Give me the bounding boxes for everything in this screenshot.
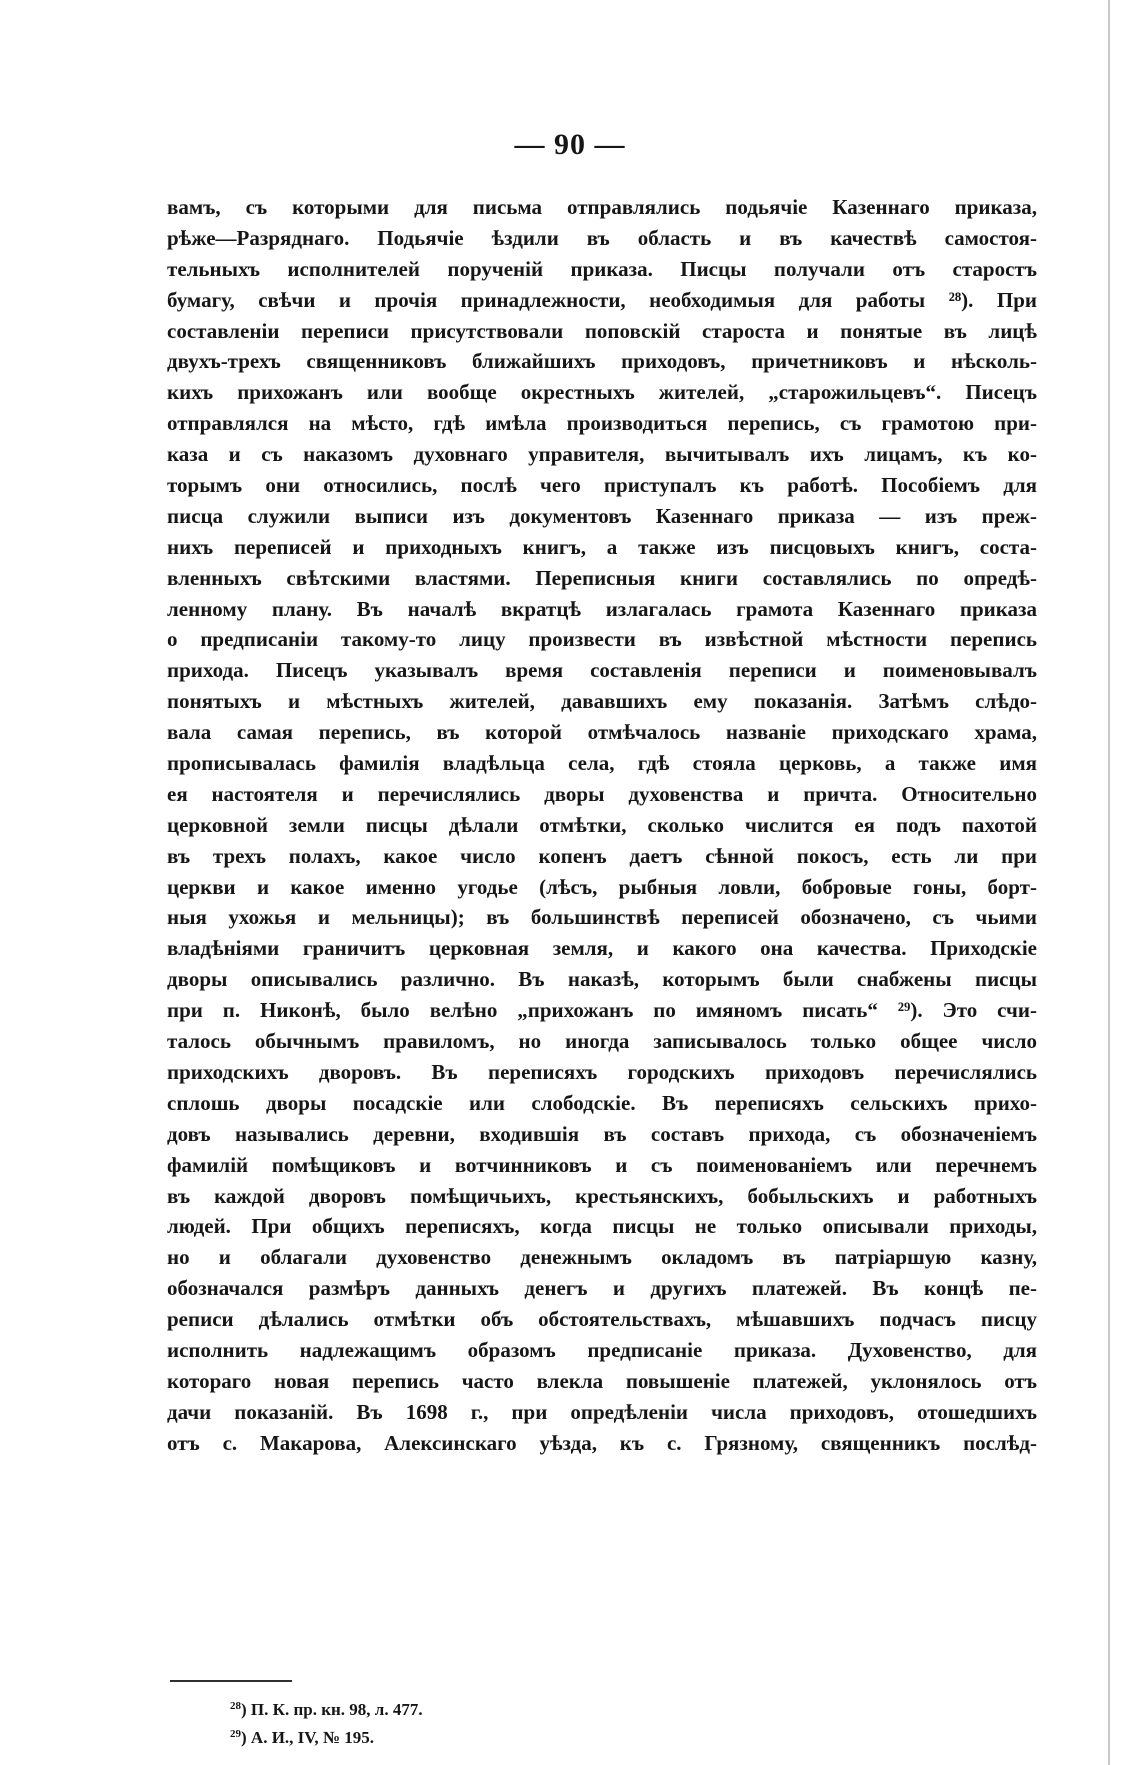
- text-line: каза и съ наказомъ духовнаго управителя, вычитывалъ ихъ лицамъ, къ ко-: [167, 442, 1037, 467]
- text-line: прописывалась фамилія владѣльца села, гдѣ стояла церковь, а также имя: [167, 751, 1037, 776]
- text-line: при п. Никонѣ, было велѣно „прихожанъ по имяномъ писать“ ²⁹). Это счи-: [167, 998, 1037, 1023]
- text-line: дворы описывались различно. Въ наказѣ, которымъ были снабжены писцы: [167, 967, 1037, 992]
- text-line: довъ назывались деревни, входившія въ составъ прихода, съ обозначеніемъ: [167, 1121, 1037, 1146]
- text-line: талось обычнымъ правиломъ, но иногда записывалось только общее число: [167, 1029, 1037, 1054]
- body-text: [167, 192, 1037, 1459]
- text-line: вамъ, съ которыми для письма отправлялись подьячіе Казеннаго приказа,: [167, 195, 1037, 219]
- text-line: исполнить надлежащимъ образомъ предписаніе приказа. Духовенство, для: [167, 1337, 1037, 1362]
- page-edge-line: [1108, 0, 1110, 1765]
- footnote-text: П. К. пр. кн. 98, л. 477.: [250, 1700, 423, 1719]
- text-line: кихъ прихожанъ или вообще окрестныхъ жителей, „старожильцевъ“. Писецъ: [167, 380, 1037, 405]
- page-number: — 90 —: [514, 128, 626, 161]
- footnote-mark-paren: ): [241, 1728, 251, 1747]
- text-line: отправлялся на мѣсто, гдѣ имѣла производиться перепись, съ грамотою при-: [167, 411, 1037, 436]
- text-line: котораго новая перепись часто влекла повышеніе платежей, уклонялось отъ: [167, 1368, 1037, 1393]
- footnote-divider: [170, 1680, 292, 1682]
- text-line: но и облагали духовенство денежнымъ окладомъ въ патріаршую казну,: [167, 1245, 1037, 1270]
- text-line: фамилій помѣщиковъ и вотчинниковъ и съ поименованіемъ или перечнемъ: [167, 1152, 1037, 1177]
- text-line: прихода. Писецъ указывалъ время составленія переписи и поименовывалъ: [167, 658, 1037, 683]
- text-line: дачи показаній. Въ 1698 г., при опредѣленіи числа приходовъ, отошедшихъ: [167, 1399, 1037, 1424]
- text-line: въ трехъ полахъ, какое число копенъ даетъ сѣнной покосъ, есть ли при: [167, 843, 1037, 868]
- text-line: писца служили выписи изъ документовъ Казеннаго приказа — изъ преж-: [167, 503, 1037, 528]
- text-line: обозначался размѣръ данныхъ денегъ и другихъ платежей. Въ концѣ пе-: [167, 1276, 1037, 1301]
- text-line: людей. При общихъ переписяхъ, когда писцы не только описывали приходы,: [167, 1214, 1037, 1239]
- text-line: вленныхъ свѣтскими властями. Переписныя книги составлялись по опредѣ-: [167, 565, 1037, 590]
- text-line: въ каждой дворовъ помѣщичьихъ, крестьянскихъ, бобыльскихъ и работныхъ: [167, 1183, 1037, 1208]
- footnote: [230, 1692, 830, 1720]
- footnotes: [230, 1692, 830, 1748]
- text-line: ныя ухожья и мельницы); въ большинствѣ переписей обозначено, съ чьими: [167, 905, 1037, 930]
- text-line: отъ с. Макарова, Алексинскаго уѣзда, къ с. Грязному, священникъ послѣд-: [167, 1430, 1037, 1455]
- text-line: рѣже—Разряднаго. Подьячіе ѣздили въ область и въ качествѣ самостоя-: [167, 225, 1037, 250]
- text-line: составленіи переписи присутствовали поповскій староста и понятые въ лицѣ: [167, 318, 1037, 343]
- footnote-mark: 28: [230, 1700, 241, 1712]
- text-line: понятыхъ и мѣстныхъ жителей, дававшихъ ему показанія. Затѣмъ слѣдо-: [167, 689, 1037, 714]
- text-line: сплошь дворы посадскіе или слободскіе. Въ переписяхъ сельскихъ прихо-: [167, 1090, 1037, 1115]
- footnote-mark-paren: ): [241, 1700, 251, 1719]
- text-line: ея настоятеля и перечислялись дворы духовенства и причта. Относительно: [167, 781, 1037, 806]
- text-line: церкви и какое именно угодье (лѣсъ, рыбныя ловли, бобровые гоны, борт-: [167, 874, 1037, 899]
- text-line: церковной земли писцы дѣлали отмѣтки, сколько числится ея подъ пахотой: [167, 812, 1037, 837]
- text-line: о предписаніи такому-то лицу произвести въ извѣстной мѣстности перепись: [167, 627, 1037, 652]
- text-line: реписи дѣлались отмѣтки объ обстоятельствахъ, мѣшавшихъ подчасъ писцу: [167, 1307, 1037, 1332]
- text-line: бумагу, свѣчи и прочія принадлежности, необходимыя для работы ²⁸). При: [167, 287, 1037, 312]
- footnote-mark: 29: [230, 1728, 241, 1740]
- text-line: двухъ-трехъ священниковъ ближайшихъ приходовъ, причетниковъ и нѣсколь-: [167, 349, 1037, 374]
- text-line: тельныхъ исполнителей порученій приказа. Писцы получали отъ старостъ: [167, 256, 1037, 281]
- text-line: вала самая перепись, въ которой отмѣчалось названіе приходскаго храма,: [167, 720, 1037, 745]
- text-line: ленному плану. Въ началѣ вкратцѣ излагалась грамота Казеннаго приказа: [167, 596, 1037, 621]
- footnote-text: А. И., IV, № 195.: [250, 1728, 374, 1747]
- footnote: [230, 1720, 830, 1748]
- text-line: нихъ переписей и приходныхъ книгъ, а также изъ писцовыхъ книгъ, соста-: [167, 534, 1037, 559]
- text-line: владѣніями граничитъ церковная земля, и какого она качества. Приходскіе: [167, 936, 1037, 961]
- text-line: приходскихъ дворовъ. Въ переписяхъ городскихъ приходовъ перечислялись: [167, 1059, 1037, 1084]
- text-line: торымъ они относились, послѣ чего приступалъ къ работѣ. Пособіемъ для: [167, 473, 1037, 498]
